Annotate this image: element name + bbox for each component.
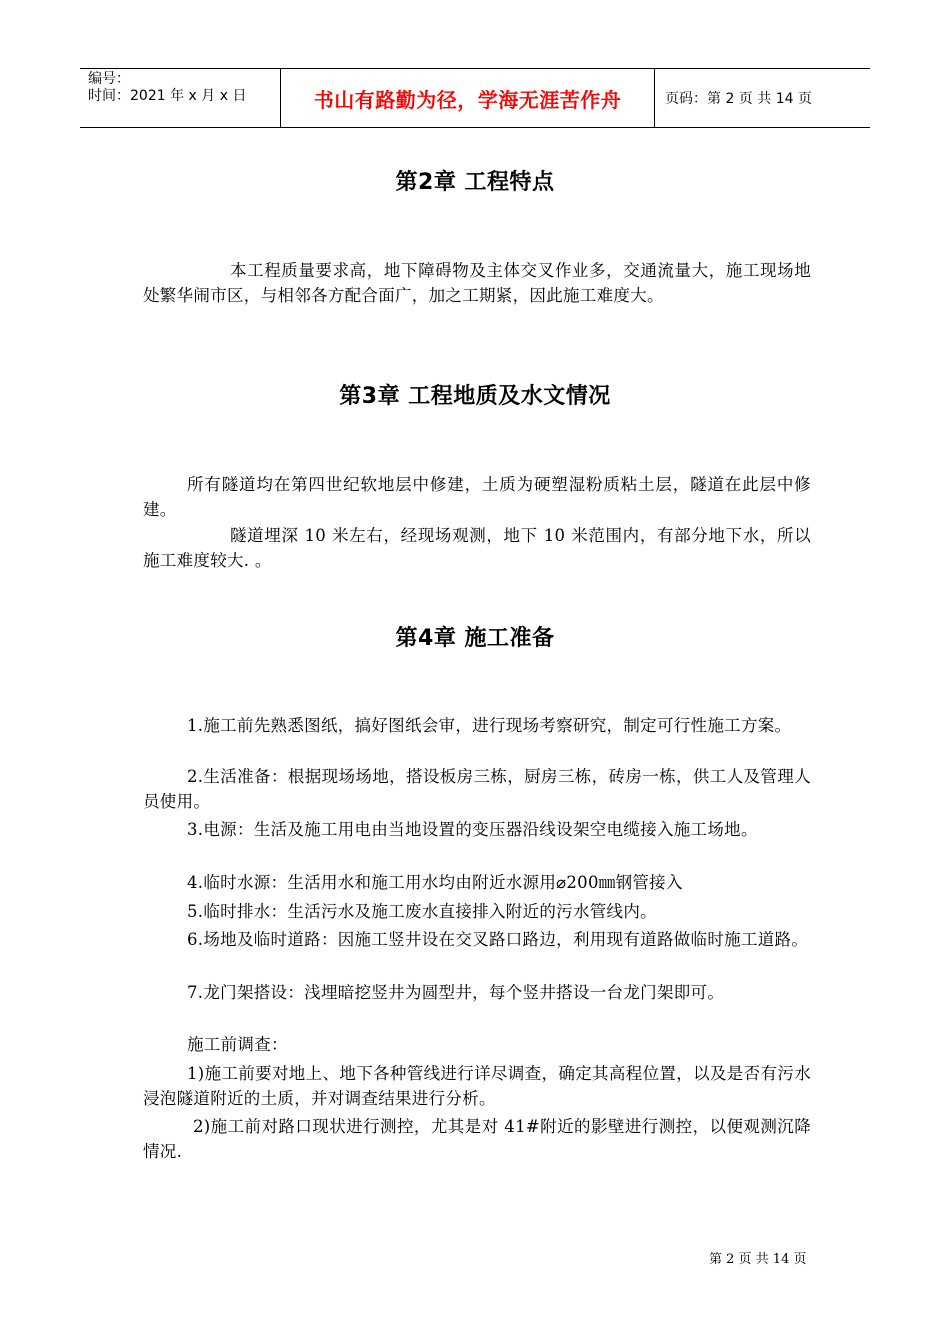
chapter-3-title: 第3章 工程地质及水文情况: [339, 384, 611, 409]
chapter-2-paragraph: 本工程质量要求高，地下障碍物及主体交叉作业多，交通流量大，施工现场地处繁华闹市区，与相邻各方配合面广，加之工期紧，因此施工难度大。: [143, 261, 811, 305]
document-number-label: 编号：: [88, 71, 130, 87]
list-item: 4.临时水源：生活用水和施工用水均由附近水源用⌀200㎜钢管接入: [187, 873, 683, 892]
page-footer: 第 2 页 共 14 页: [709, 1252, 807, 1267]
list-item: 2.生活准备：根据现场场地，搭设板房三栋，厨房三栋，砖房一栋，供工人及管理人员使用。: [143, 767, 811, 811]
header-motto: 书山有路勤为径，学海无涯苦作舟: [281, 69, 655, 127]
list-item: 5.临时排水：生活污水及施工废水直接排入附近的污水管线内。: [187, 902, 657, 921]
header-page-info: 页码：第 2 页 共 14 页: [665, 91, 812, 107]
list-item: 2)施工前对路口现状进行测控，尤其是对 41#附近的影壁进行测控，以便观测沉降情况.: [143, 1117, 811, 1161]
list-item: 1.施工前先熟悉图纸，搞好图纸会审，进行现场考察研究，制定可行性施工方案。: [187, 716, 792, 735]
list-item: 7.龙门架搭设：浅埋暗挖竖井为圆型井，每个竖井搭设一台龙门架即可。: [187, 983, 725, 1002]
list-item: 1)施工前要对地上、地下各种管线进行详尽调查，确定其高程位置，以及是否有污水浸泡隧道附近的土质，并对调查结果进行分析。: [143, 1064, 811, 1108]
list-item: 3.电源：生活及施工用电由当地设置的变压器沿线设架空电缆接入施工场地。: [187, 820, 758, 839]
chapter-4-title: 第4章 施工准备: [395, 626, 555, 651]
header-meta: [80, 69, 281, 127]
document-time-label: 时间：2021 年 x 月 x 日: [88, 88, 247, 104]
list-item: 6.场地及临时道路：因施工竖井设在交叉路口路边，利用现有道路做临时施工道路。: [187, 930, 809, 949]
chapter-3-paragraph: 所有隧道均在第四世纪软地层中修建，土质为硬塑湿粉质粘土层，隧道在此层中修建。: [143, 475, 811, 519]
chapter-2-title: 第2章 工程特点: [395, 170, 555, 195]
chapter-3-paragraph: 隧道埋深 10 米左右，经现场观测，地下 10 米范围内，有部分地下水，所以施工难度较大. 。: [143, 526, 811, 570]
list-item: 施工前调查：: [187, 1035, 288, 1054]
page-header: [80, 68, 870, 128]
